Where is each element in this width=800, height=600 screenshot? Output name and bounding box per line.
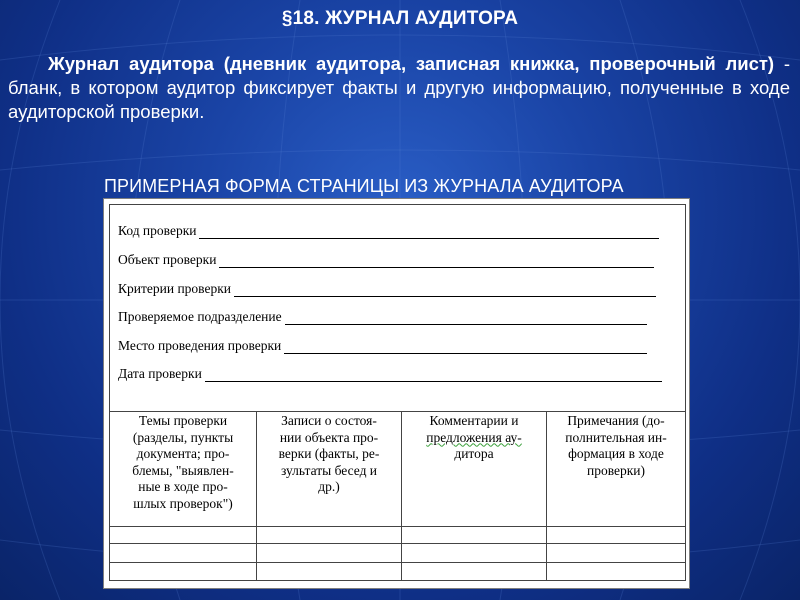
field-label: Код проверки	[118, 223, 197, 238]
table-cell	[110, 544, 256, 562]
field-blank-line	[199, 225, 659, 239]
header-line: предложения ау-	[426, 429, 522, 445]
table-column-divider	[401, 412, 402, 581]
intro-definition: - бланк, в котором аудитор фиксирует факты и другую информацию, полученные в ходе аудиторской проверки.	[8, 53, 790, 122]
table-cell	[110, 527, 256, 543]
auditor-journal-form	[103, 198, 690, 589]
header-line: ные в ходе про-	[138, 479, 228, 494]
field-blank-line	[219, 254, 654, 268]
field-blank-line	[205, 368, 662, 382]
header-line: Темы проверки	[138, 413, 228, 428]
table-column-divider	[546, 412, 547, 581]
field-audit-date	[118, 364, 662, 382]
column-header-notes	[547, 412, 685, 526]
form-frame	[109, 204, 686, 581]
field-blank-line	[285, 311, 647, 325]
form-subtitle: ПРИМЕРНАЯ ФОРМА СТРАНИЦЫ ИЗ ЖУРНАЛА АУДИТОРА	[104, 176, 624, 196]
column-header-comments	[402, 412, 546, 526]
header-line: (разделы, пункты	[132, 429, 234, 445]
header-line: верки (факты, ре-	[278, 446, 380, 461]
field-audit-object	[118, 250, 654, 268]
table-cell	[110, 563, 256, 581]
header-line: Примечания (до-	[567, 413, 665, 428]
field-blank-line	[234, 283, 656, 297]
header-line: формация в ходе	[568, 446, 664, 461]
journal-table	[110, 411, 685, 581]
column-header-topics	[110, 412, 256, 526]
intro-paragraph	[8, 52, 790, 124]
field-label: Дата проверки	[118, 366, 202, 381]
field-label: Критерии проверки	[118, 281, 231, 296]
header-line: проверки)	[586, 462, 646, 478]
table-column-divider	[256, 412, 257, 581]
header-line: документа; про-	[136, 446, 230, 461]
header-line: шлых проверок")	[133, 495, 233, 511]
header-line: зультаты бесед и	[280, 462, 378, 478]
field-audit-code	[118, 221, 659, 239]
header-line: Комментарии и	[429, 413, 519, 428]
field-audited-unit	[118, 307, 647, 325]
field-audit-location	[118, 336, 647, 354]
header-line: полнительная ин-	[565, 429, 667, 445]
field-label: Место проведения проверки	[118, 338, 282, 353]
header-line: Записи о состоя-	[281, 413, 377, 428]
intro-term: Журнал аудитора (дневник аудитора, записная книжка, проверочный лист)	[48, 53, 775, 74]
form-fields	[110, 205, 685, 412]
header-line: др.)	[318, 479, 340, 494]
header-line: нии объекта про-	[279, 429, 379, 445]
slide-title: §18. ЖУРНАЛ АУДИТОРА	[281, 8, 519, 29]
column-header-records	[257, 412, 401, 526]
field-blank-line	[284, 340, 647, 354]
field-audit-criteria	[118, 279, 656, 297]
field-label: Проверяемое подразделение	[118, 309, 282, 324]
header-line: блемы, "выявлен-	[132, 462, 234, 478]
header-line: дитора	[454, 446, 494, 461]
field-label: Объект проверки	[118, 252, 217, 267]
